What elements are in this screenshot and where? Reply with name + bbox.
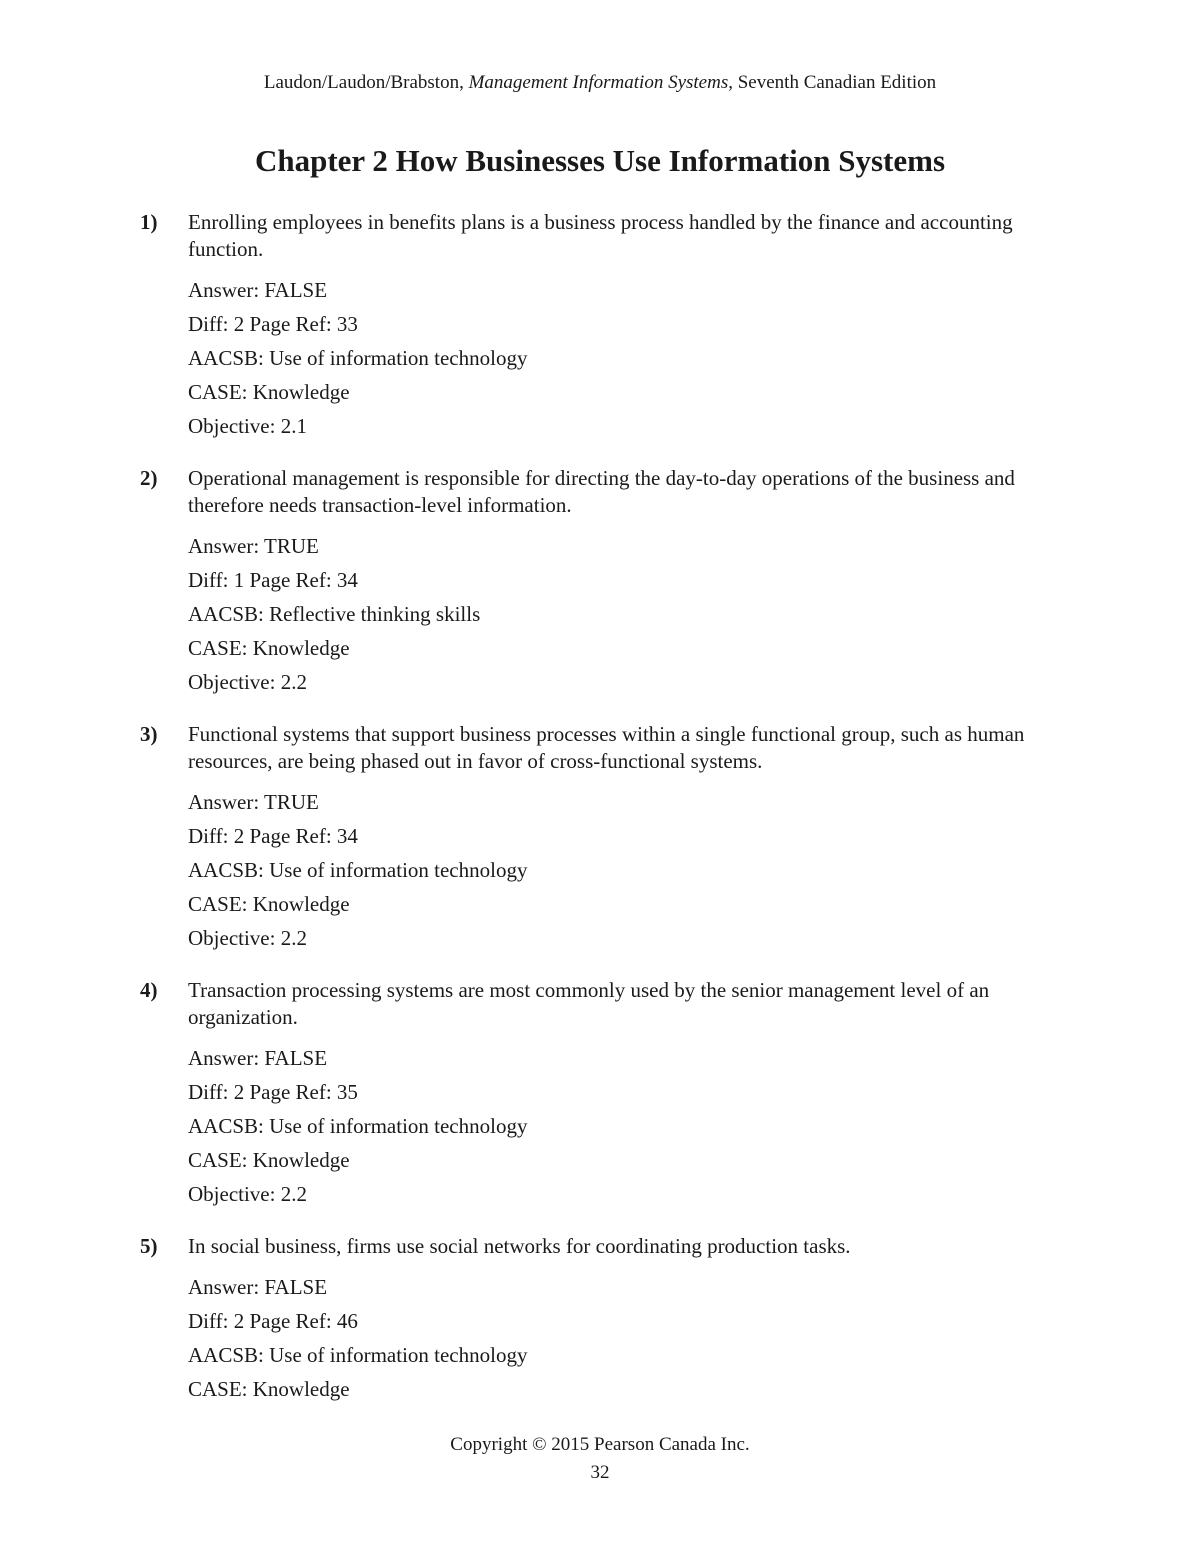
answer-line: Answer: TRUE <box>188 534 319 558</box>
question-item <box>140 977 1070 1211</box>
aacsb-line: AACSB: Use of information technology <box>188 346 528 370</box>
header-edition: , Seventh Canadian Edition <box>728 72 937 93</box>
question-text: Enrolling employees in benefits plans is a business process handled by the finance and accounting function. <box>188 210 1013 261</box>
objective-line: Objective: 2.1 <box>188 414 307 438</box>
question-item <box>140 721 1070 955</box>
question-list <box>140 209 1070 1428</box>
objective-line: Objective: 2.2 <box>188 1182 307 1206</box>
aacsb-line: AACSB: Use of information technology <box>188 1114 528 1138</box>
question-number: 1) <box>140 210 158 234</box>
question-item <box>140 209 1070 443</box>
question-text: In social business, firms use social networks for coordinating production tasks. <box>188 1234 851 1258</box>
running-header <box>0 71 1200 95</box>
header-book-title: Management Information Systems <box>468 72 729 93</box>
question-number: 5) <box>140 1234 158 1258</box>
answer-line: Answer: FALSE <box>188 278 328 302</box>
aacsb-line: AACSB: Reflective thinking skills <box>188 602 481 626</box>
question-text: Functional systems that support business processes within a single functional group, such as human resources, are being phased out in favor of cross-functional systems. <box>188 722 1025 773</box>
aacsb-line: AACSB: Use of information technology <box>188 1343 528 1367</box>
case-line: CASE: Knowledge <box>188 380 350 404</box>
objective-line: Objective: 2.2 <box>188 926 307 950</box>
question-item <box>140 1233 1070 1406</box>
objective-line: Objective: 2.2 <box>188 670 307 694</box>
chapter-title: Chapter 2 How Businesses Use Information Systems <box>254 143 946 178</box>
aacsb-line: AACSB: Use of information technology <box>188 858 528 882</box>
difficulty-line: Diff: 2 Page Ref: 33 <box>188 312 358 336</box>
question-number: 4) <box>140 978 158 1002</box>
difficulty-line: Diff: 1 Page Ref: 34 <box>188 568 358 592</box>
answer-line: Answer: TRUE <box>188 790 319 814</box>
case-line: CASE: Knowledge <box>188 1377 350 1401</box>
difficulty-line: Diff: 2 Page Ref: 35 <box>188 1080 358 1104</box>
copyright-notice: Copyright © 2015 Pearson Canada Inc. <box>450 1434 750 1455</box>
header-authors: Laudon/Laudon/Brabston, <box>263 72 469 93</box>
page-number: 32 <box>590 1462 610 1483</box>
page-footer <box>0 1431 1200 1487</box>
question-item <box>140 465 1070 699</box>
question-number: 2) <box>140 466 158 490</box>
difficulty-line: Diff: 2 Page Ref: 34 <box>188 824 358 848</box>
question-number: 3) <box>140 722 158 746</box>
case-line: CASE: Knowledge <box>188 892 350 916</box>
difficulty-line: Diff: 2 Page Ref: 46 <box>188 1309 358 1333</box>
case-line: CASE: Knowledge <box>188 636 350 660</box>
answer-line: Answer: FALSE <box>188 1046 328 1070</box>
question-text: Operational management is responsible for directing the day-to-day operations of the business and therefore needs transaction-level information. <box>188 466 1015 517</box>
question-text: Transaction processing systems are most commonly used by the senior management level of an organization. <box>188 978 990 1029</box>
case-line: CASE: Knowledge <box>188 1148 350 1172</box>
answer-line: Answer: FALSE <box>188 1275 328 1299</box>
